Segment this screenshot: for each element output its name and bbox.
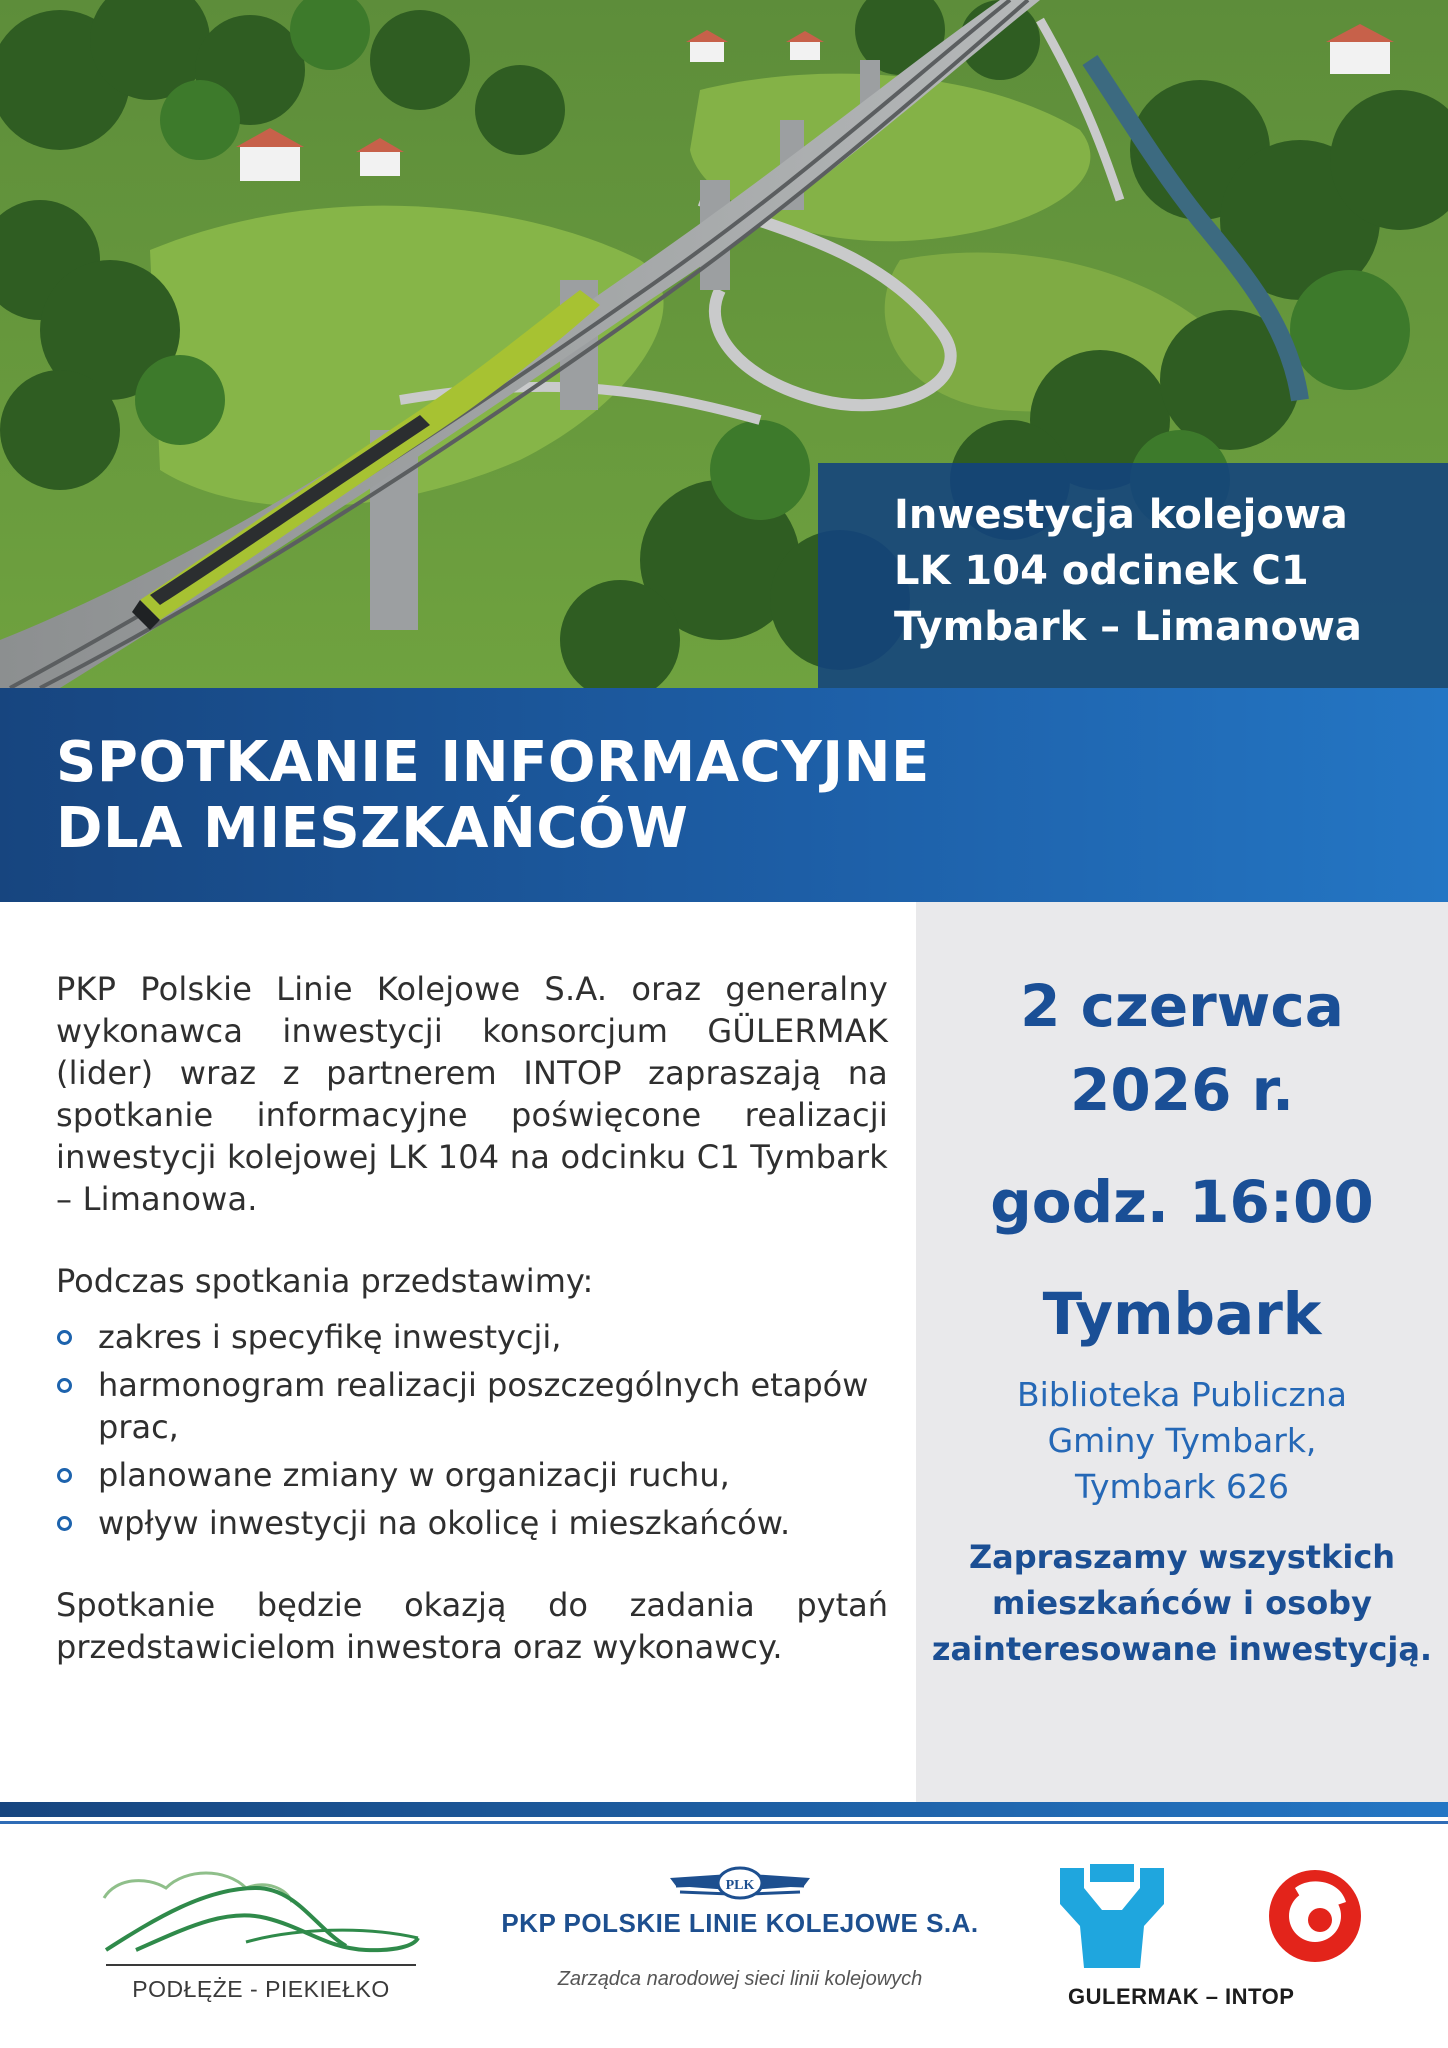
event-place: Tymbark	[1042, 1280, 1322, 1348]
bullet-circle-icon	[57, 1516, 72, 1531]
venue-line-3: Tymbark 626	[1074, 1467, 1290, 1506]
list-item	[56, 1502, 888, 1544]
headline-line-2: DLA MIESZKAŃCÓW	[56, 796, 689, 861]
project-line-1: Inwestycja kolejowa	[894, 492, 1348, 538]
list-item-text: planowane zmiany w organizacji ruchu,	[98, 1456, 730, 1494]
plk-badge-text: PLK	[725, 1878, 755, 1893]
footer-divider	[0, 1802, 1448, 1817]
bullet-circle-icon	[57, 1330, 72, 1345]
intop-swirl-icon	[1269, 1870, 1361, 1962]
event-date-day: 2 czerwca	[1020, 972, 1344, 1040]
podleze-caption: PODŁĘŻE - PIEKIEŁKO	[132, 1976, 390, 2002]
gulermak-intop-logo	[1040, 1858, 1440, 2028]
plk-tagline: Zarządca narodowej sieci linii kolejowych	[557, 1968, 923, 1990]
project-info-box	[818, 463, 1448, 688]
gulermak-figure-icon	[1060, 1864, 1164, 1968]
venue-line-2: Gminy Tymbark,	[1047, 1421, 1317, 1460]
list-item-text: zakres i specyfikę inwestycji,	[98, 1318, 562, 1356]
invite-line-2: mieszkańców i osoby	[992, 1584, 1372, 1622]
list-item-text: wpływ inwestycji na okolicę i mieszkańców.	[98, 1504, 791, 1542]
hills-train-icon	[96, 1858, 426, 1968]
invite-line-3: zainteresowane inwestycją.	[931, 1630, 1433, 1668]
invitation-note	[916, 1534, 1448, 1672]
event-time: godz. 16:00	[990, 1168, 1374, 1236]
main-text-column	[56, 968, 888, 1668]
venue-address	[916, 1372, 1448, 1510]
list-item-text: harmonogram realizacji poszczególnych etapów prac,	[98, 1366, 869, 1446]
project-line-3: Tymbark – Limanowa	[894, 604, 1362, 650]
list-item	[56, 1364, 888, 1448]
podleze-piekielko-logo	[96, 1858, 426, 2018]
event-date	[916, 964, 1448, 1132]
bullet-circle-icon	[57, 1468, 72, 1483]
intro-paragraph: PKP Polskie Linie Kolejowe S.A. oraz generalny wykonawca inwestycji konsorcjum GÜLERMAK (lider) wraz z partnerem INTOP zapraszają na spotkanie informacyjne poświęcone realizacji inwestycji kolejowej LK 104 na odcinku C1 Tymbark – Limanowa.	[56, 970, 888, 1218]
winged-wheel-icon	[500, 1864, 980, 1904]
event-date-year: 2026 r.	[1070, 1056, 1294, 1124]
list-item	[56, 1454, 888, 1496]
invite-line-1: Zapraszamy wszystkich	[968, 1538, 1396, 1576]
closing-paragraph: Spotkanie będzie okazją do zadania pytań przedstawicielom inwestora oraz wykonawcy.	[56, 1586, 888, 1666]
bullet-circle-icon	[57, 1378, 72, 1393]
headline-line-1: SPOTKANIE INFORMACYJNE	[56, 730, 930, 795]
podleze-rule	[106, 1964, 416, 1966]
headline-band	[0, 688, 1448, 902]
hero-image	[0, 0, 1448, 688]
event-details-panel	[916, 902, 1448, 1802]
venue-line-1: Biblioteka Publiczna	[1017, 1375, 1347, 1414]
consortium-caption: GULERMAK – INTOP	[1068, 1984, 1295, 2009]
project-line-2: LK 104 odcinek C1	[894, 548, 1309, 594]
footer-divider-thin	[0, 1821, 1448, 1824]
plk-name: PKP POLSKIE LINIE KOLEJOWE S.A.	[501, 1908, 979, 1938]
consortium-marks-icon	[1040, 1858, 1440, 1978]
list-item	[56, 1316, 888, 1358]
list-heading: Podczas spotkania przedstawimy:	[56, 1262, 594, 1300]
pkp-plk-logo	[500, 1864, 980, 2014]
topics-list	[56, 1316, 888, 1544]
